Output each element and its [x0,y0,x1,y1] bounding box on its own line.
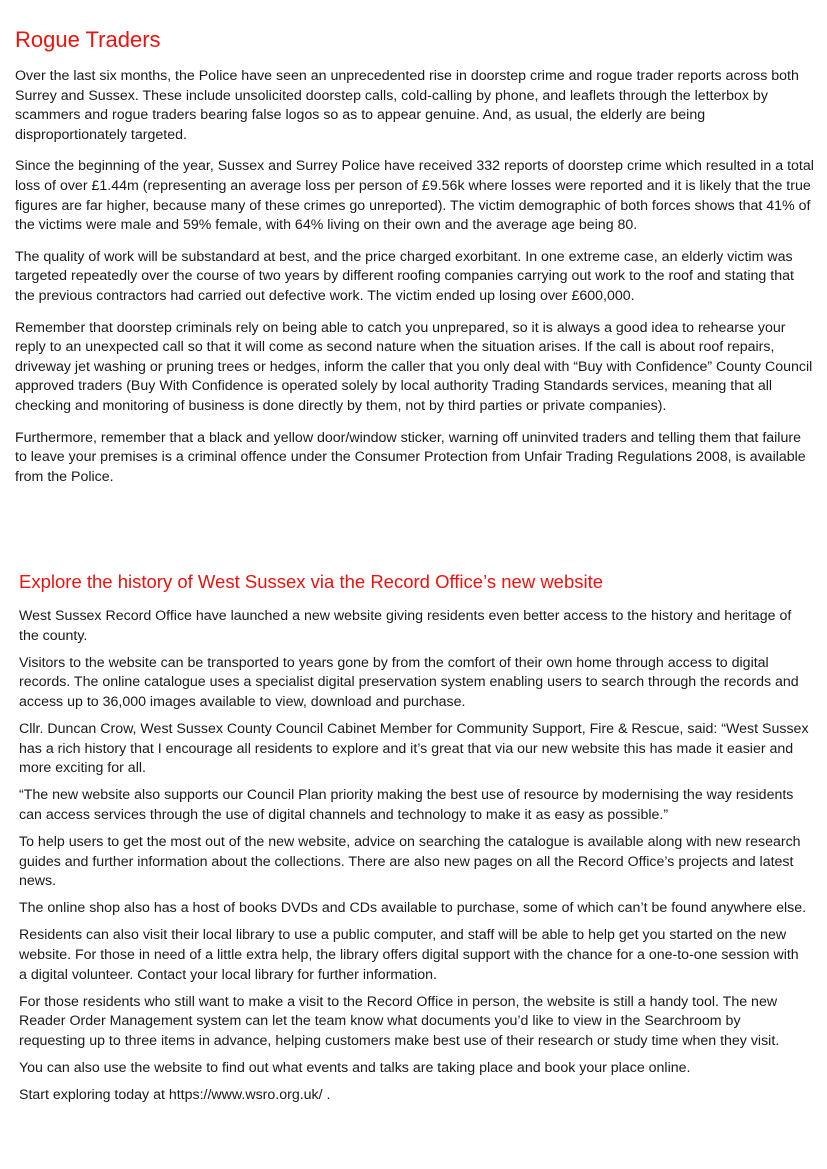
rogue-traders-heading: Rogue Traders [15,27,161,52]
body-paragraph: “The new website also supports our Council Plan priority making the best use of resource by modernising the way residents can access services through the use of digital channels and technology to make it as easy as possible.” [19,787,794,823]
body-paragraph: Residents can also visit their local library to use a public computer, and staff will be able to help get you started on the new website. For those in need of a little extra help, the library offers digital support with the chance for a one-to-one session with a digital volunteer. Contact your local library for further information. [19,927,799,983]
rogue-traders-section [15,26,815,499]
record-office-section [19,570,809,1113]
body-paragraph: To help users to get the most out of the new website, advice on searching the catalogue is available along with new research guides and further information about the collections. There are also new pages on all the Record Office’s projects and latest news. [19,833,801,890]
body-paragraph: The online shop also has a host of books DVDs and CDs available to purchase, some of which can’t be found anywhere else. [19,900,807,917]
body-paragraph: Remember that doorstep criminals rely on being able to catch you unprepared, so it is always a good idea to rehearse your reply to an unexpected call so that it will come as second nature when the situation arises. If the call is about roof repairs, driveway jet washing or pruning trees or hedges, inform the caller that you only deal with “Buy with Confidence” County Council approved traders (Buy With Confidence is operated solely by local authority Trading Standards services, meaning that all checking and monitoring of business is done directly by them, not by third parties or private companies). [15,319,813,414]
body-paragraph: West Sussex Record Office have launched a new website giving residents even better access to the history and heritage of the county. [19,608,792,644]
body-paragraph: The quality of work will be substandard at best, and the price charged exorbitant. In one extreme case, an elderly victim was targeted repeatedly over the course of two years by different roofing companies carrying out work to the roof and stating that the previous contractors had carried out defective work. The victim ended up losing over £600,000. [15,248,794,304]
body-paragraph: You can also use the website to find out what events and talks are taking place and book your place online. [19,1059,691,1076]
record-office-heading: Explore the history of West Sussex via the Record Office’s new website [19,571,604,592]
body-paragraph: Cllr. Duncan Crow, West Sussex County Council Cabinet Member for Community Support, Fire & Rescue, said: “West Sussex has a rich history that I encourage all residents to explore and it’s great that via our new website this has made it easier and more exciting for all. [19,720,809,777]
body-paragraph: Over the last six months, the Police have seen an unprecedented rise in doorstep crime and rogue trader reports across both Surrey and Sussex. These include unsolicited doorstep calls, cold-calling by phone, and leaflets through the letterbox by scammers and rogue traders bearing false logos so as to appear genuine. And, as usual, the elderly are being disproportionately targeted. [15,68,799,143]
body-paragraph: Since the beginning of the year, Sussex and Surrey Police have received 332 reports of doorstep crime which resulted in a total loss of over £1.44m (representing an average loss per person of £9.56k where losses were reported and it is likely that the true figures are far higher, because many of these crimes go unreported). The victim demographic of both forces shows that 41% of the victims were male and 59% female, with 64% living on their own and the average age being 80. [15,158,814,234]
body-paragraph: Visitors to the website can be transported to years gone by from the comfort of their own home through access to digital records. The online catalogue uses a specialist digital preservation system enabling users to search through the records and access up to 36,000 images available to view, download and purchase. [19,654,799,710]
body-paragraph: Start exploring today at https://www.wsro.org.uk/ . [19,1086,331,1103]
body-paragraph: Furthermore, remember that a black and yellow door/window sticker, warning off uninvited traders and telling them that failure to leave your premises is a criminal offence under the Consumer Protection from Unfair Trading Regulations 2008, is available from the Police. [15,429,806,485]
body-paragraph: For those residents who still want to make a visit to the Record Office in person, the website is still a handy tool. The new Reader Order Management system can let the team know what documents you’d like to view in the Searchroom by requesting up to three items in advance, helping customers make best use of their research or study time when they visit. [19,993,780,1049]
